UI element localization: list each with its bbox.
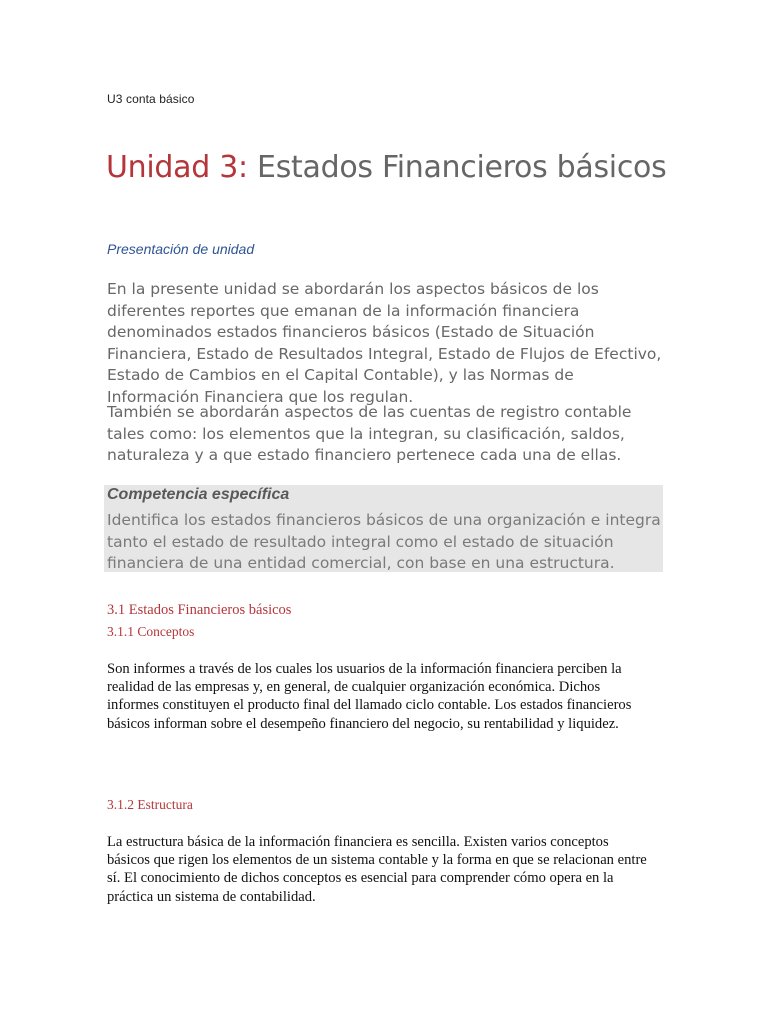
section-heading: 3.1 Estados Financieros básicos [107,602,292,618]
conceptos-paragraph: Son informes a través de los cuales los usuarios de la información financiera perciben la realidad de las empresas y, en general, de cualquier organización económica. Dichos informes constituyen el producto final del llamado ciclo contable. Los estados financieros básicos informan sobre el desempeño financiero del negocio, su rentabilidad y liquidez. [107,661,632,732]
document-header: U3 conta básico [107,92,195,106]
presentation-heading: Presentación de unidad [107,241,255,257]
conceptos-heading: 3.1.1 Conceptos [107,624,195,639]
presentation-paragraph-2: También se abordarán aspectos de las cuentas de registro contable tales como: los elementos que la integran, su clasificación, saldos, naturaleza y a que estado financiero pertenece cada una de ellas. [107,403,632,465]
competencia-heading: Competencia específica [107,486,290,503]
title-prefix: Unidad 3: [106,150,248,185]
page-title [106,150,666,185]
competencia-text: Identifica los estados financieros básicos de una organización e integra tanto el estado de resultado integral como el estado de situación financiera de una entidad comercial, con base en una estructura. [107,511,661,573]
title-main: Estados Financieros básicos [247,150,667,185]
estructura-paragraph: La estructura básica de la información financiera es sencilla. Existen varios conceptos básicos que rigen los elementos de un sistema contable y la forma en que se relacionan entre sí. El conocimiento de dichos conceptos es esencial para comprender cómo opera en la práctica un sistema de contabilidad. [107,834,647,905]
presentation-paragraph-1: En la presente unidad se abordarán los aspectos básicos de los diferentes reportes que emanan de la información financiera denominados estados financieros básicos (Estado de Situación Financiera, Estado de Resultados Integral, Estado de Flujos de Efectivo, Estado de Cambios en el Capital Contable), y las Normas de Información Financiera que los regulan. [107,280,662,406]
estructura-heading: 3.1.2 Estructura [107,797,193,812]
